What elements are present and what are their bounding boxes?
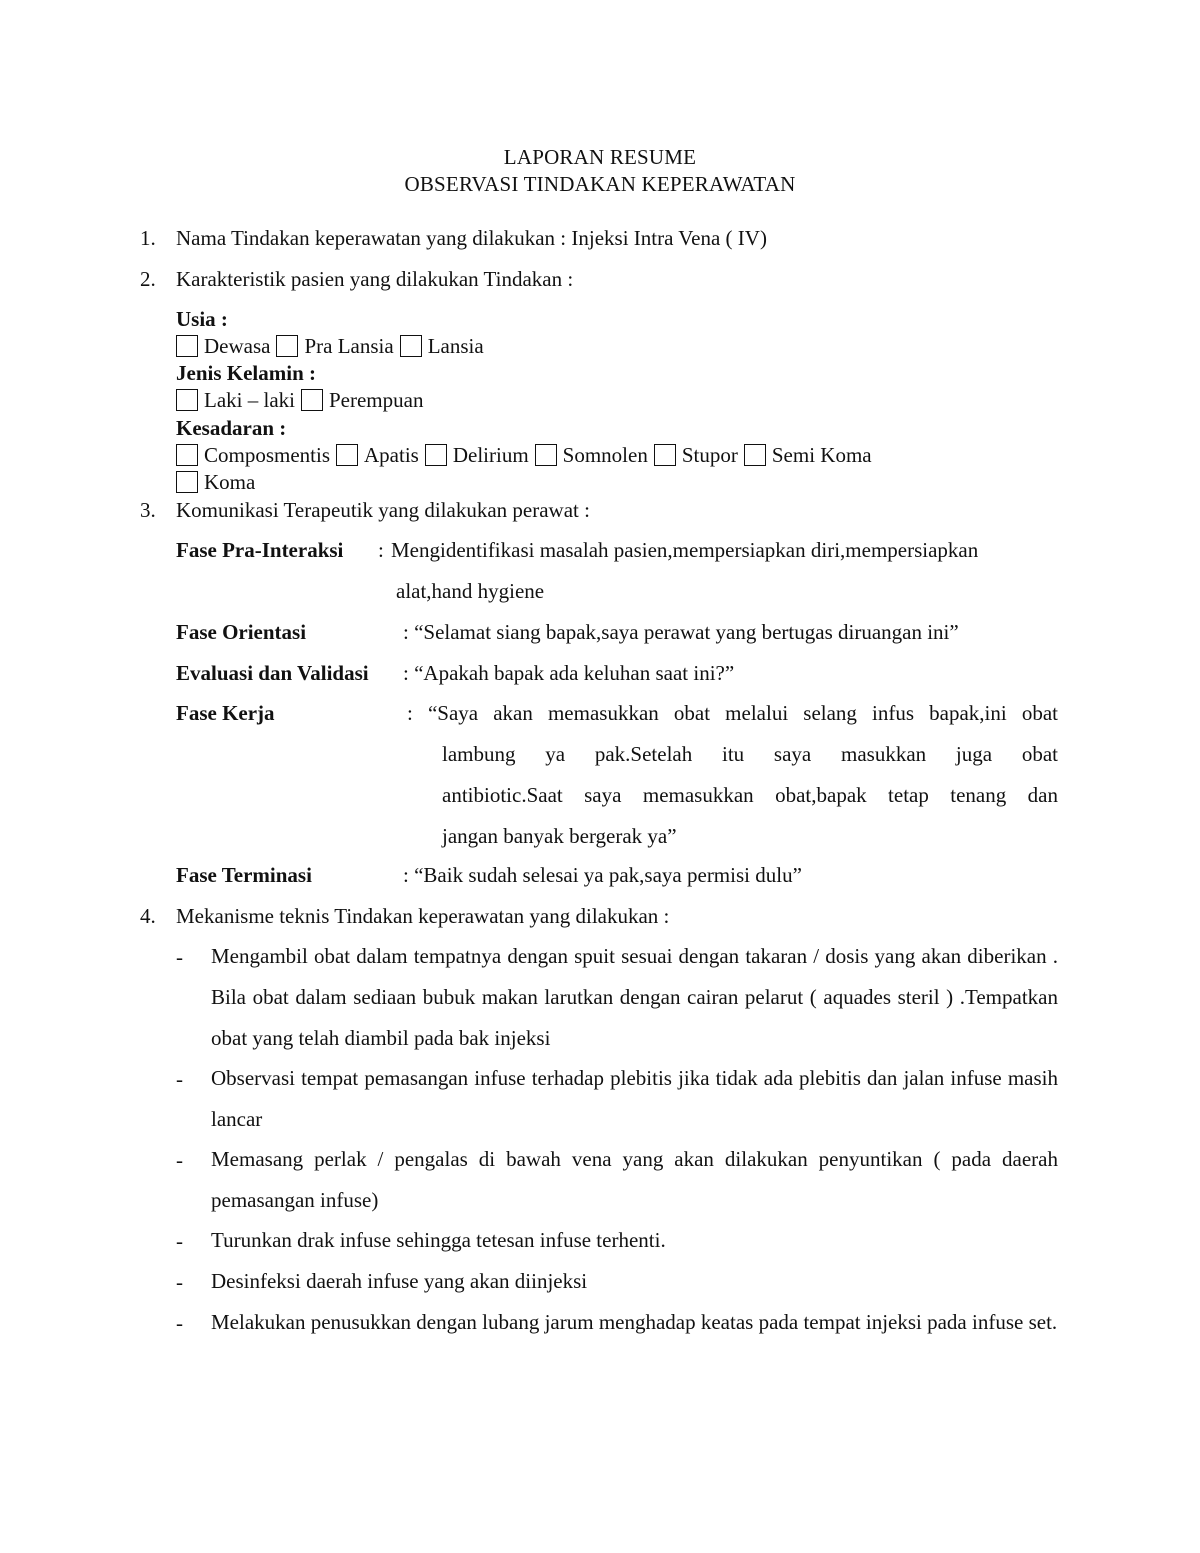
kesadaran-options-row2 xyxy=(176,470,261,495)
option-label: Somnolen xyxy=(562,443,648,467)
jenis-kelamin-label: Jenis Kelamin : xyxy=(176,361,316,385)
option-label: Dewasa xyxy=(204,334,271,358)
option-label: Stupor xyxy=(681,443,738,467)
checkbox-dewasa[interactable] xyxy=(176,335,198,357)
checkbox-semi-koma[interactable] xyxy=(744,444,766,466)
bullet-dash: - xyxy=(176,1229,183,1253)
checkbox-apatis[interactable] xyxy=(336,444,358,466)
checkbox-laki-laki[interactable] xyxy=(176,389,198,411)
evaluasi-validasi-text: : “Apakah bapak ada keluhan saat ini?” xyxy=(403,661,735,685)
step-4-text: Turunkan drak infuse sehingga tetesan infuse terhenti. xyxy=(211,1228,666,1252)
step-6-text: Melakukan penusukkan dengan lubang jarum menghadap keatas pada tempat injeksi pada infuse set. xyxy=(211,1310,1058,1334)
fase-kerja-text-3: antibiotic.Saat saya memasukkan obat,bapak tetap tenang dan xyxy=(442,783,1058,807)
option-label: Pra Lansia xyxy=(304,334,394,358)
kesadaran-label: Kesadaran : xyxy=(176,416,287,440)
step-1-text: Mengambil obat dalam tempatnya dengan spuit sesuai dengan takaran / dosis yang akan diberikan . Bila obat dalam sediaan bubuk makan larutkan dengan cairan pelarut ( aquades steril ) .Tempatkan obat yang telah diambil pada bak injeksi xyxy=(211,944,1058,1050)
option-label: Apatis xyxy=(364,443,419,467)
checkbox-somnolen[interactable] xyxy=(535,444,557,466)
bullet-dash: - xyxy=(176,1270,183,1294)
option-label: Laki – laki xyxy=(204,388,295,412)
colon: : xyxy=(378,538,384,562)
option-label: Koma xyxy=(204,470,256,494)
item-number: 3. xyxy=(140,498,156,522)
fase-orientasi-text: : “Selamat siang bapak,saya perawat yang bertugas diruangan ini” xyxy=(403,620,959,644)
bullet-dash: - xyxy=(176,945,183,969)
step-2-text: Observasi tempat pemasangan infuse terhadap plebitis jika tidak ada plebitis dan jalan infuse masih lancar xyxy=(211,1066,1058,1131)
fase-terminasi-label: Fase Terminasi xyxy=(176,863,312,887)
checkbox-composmentis[interactable] xyxy=(176,444,198,466)
checkbox-perempuan[interactable] xyxy=(301,389,323,411)
fase-kerja-text-4: jangan banyak bergerak ya” xyxy=(442,824,677,848)
fase-terminasi-text: : “Baik sudah selesai ya pak,saya permisi dulu” xyxy=(403,863,802,887)
item-number: 4. xyxy=(140,904,156,928)
checkbox-pra-lansia[interactable] xyxy=(276,335,298,357)
fase-pra-interaksi-label: Fase Pra-Interaksi xyxy=(176,538,344,562)
step-3-text: Memasang perlak / pengalas di bawah vena yang akan dilakukan penyuntikan ( pada daerah pemasangan infuse) xyxy=(211,1147,1058,1212)
fase-kerja-text-1: : “Saya akan memasukkan obat melalui selang infus bapak,ini obat xyxy=(407,701,1058,725)
option-label: Delirium xyxy=(452,443,529,467)
step-5-text: Desinfeksi daerah infuse yang akan diinjeksi xyxy=(211,1269,588,1293)
item-2-text: Karakteristik pasien yang dilakukan Tindakan : xyxy=(176,267,574,291)
item-number: 1. xyxy=(140,226,156,250)
fase-kerja-label: Fase Kerja xyxy=(176,701,275,725)
jenis-kelamin-options xyxy=(176,388,429,413)
fase-orientasi-label: Fase Orientasi xyxy=(176,620,307,644)
bullet-dash: - xyxy=(176,1067,183,1091)
checkbox-delirium[interactable] xyxy=(425,444,447,466)
checkbox-lansia[interactable] xyxy=(400,335,422,357)
fase-pra-interaksi-text-2: alat,hand hygiene xyxy=(396,579,545,603)
kesadaran-options xyxy=(176,443,878,468)
item-1-text: Nama Tindakan keperawatan yang dilakukan : Injeksi Intra Vena ( IV) xyxy=(176,226,767,250)
item-4-text: Mekanisme teknis Tindakan keperawatan yang dilakukan : xyxy=(176,904,670,928)
option-label: Semi Koma xyxy=(771,443,872,467)
document-title: LAPORAN RESUME xyxy=(503,145,697,169)
document-subtitle: OBSERVASI TINDAKAN KEPERAWATAN xyxy=(404,172,796,196)
item-number: 2. xyxy=(140,267,156,291)
checkbox-koma[interactable] xyxy=(176,471,198,493)
fase-pra-interaksi-text-1: Mengidentifikasi masalah pasien,mempersiapkan diri,mempersiapkan xyxy=(391,538,979,562)
evaluasi-validasi-label: Evaluasi dan Validasi xyxy=(176,661,369,685)
fase-kerja-text-2: lambung ya pak.Setelah itu saya masukkan juga obat xyxy=(442,742,1058,766)
option-label: Perempuan xyxy=(328,388,424,412)
option-label: Composmentis xyxy=(204,443,331,467)
item-3-text: Komunikasi Terapeutik yang dilakukan perawat : xyxy=(176,498,590,522)
usia-label: Usia : xyxy=(176,307,228,331)
usia-options xyxy=(176,334,490,359)
checkbox-stupor[interactable] xyxy=(654,444,676,466)
bullet-dash: - xyxy=(176,1148,183,1172)
option-label: Lansia xyxy=(427,334,484,358)
bullet-dash: - xyxy=(176,1311,183,1335)
